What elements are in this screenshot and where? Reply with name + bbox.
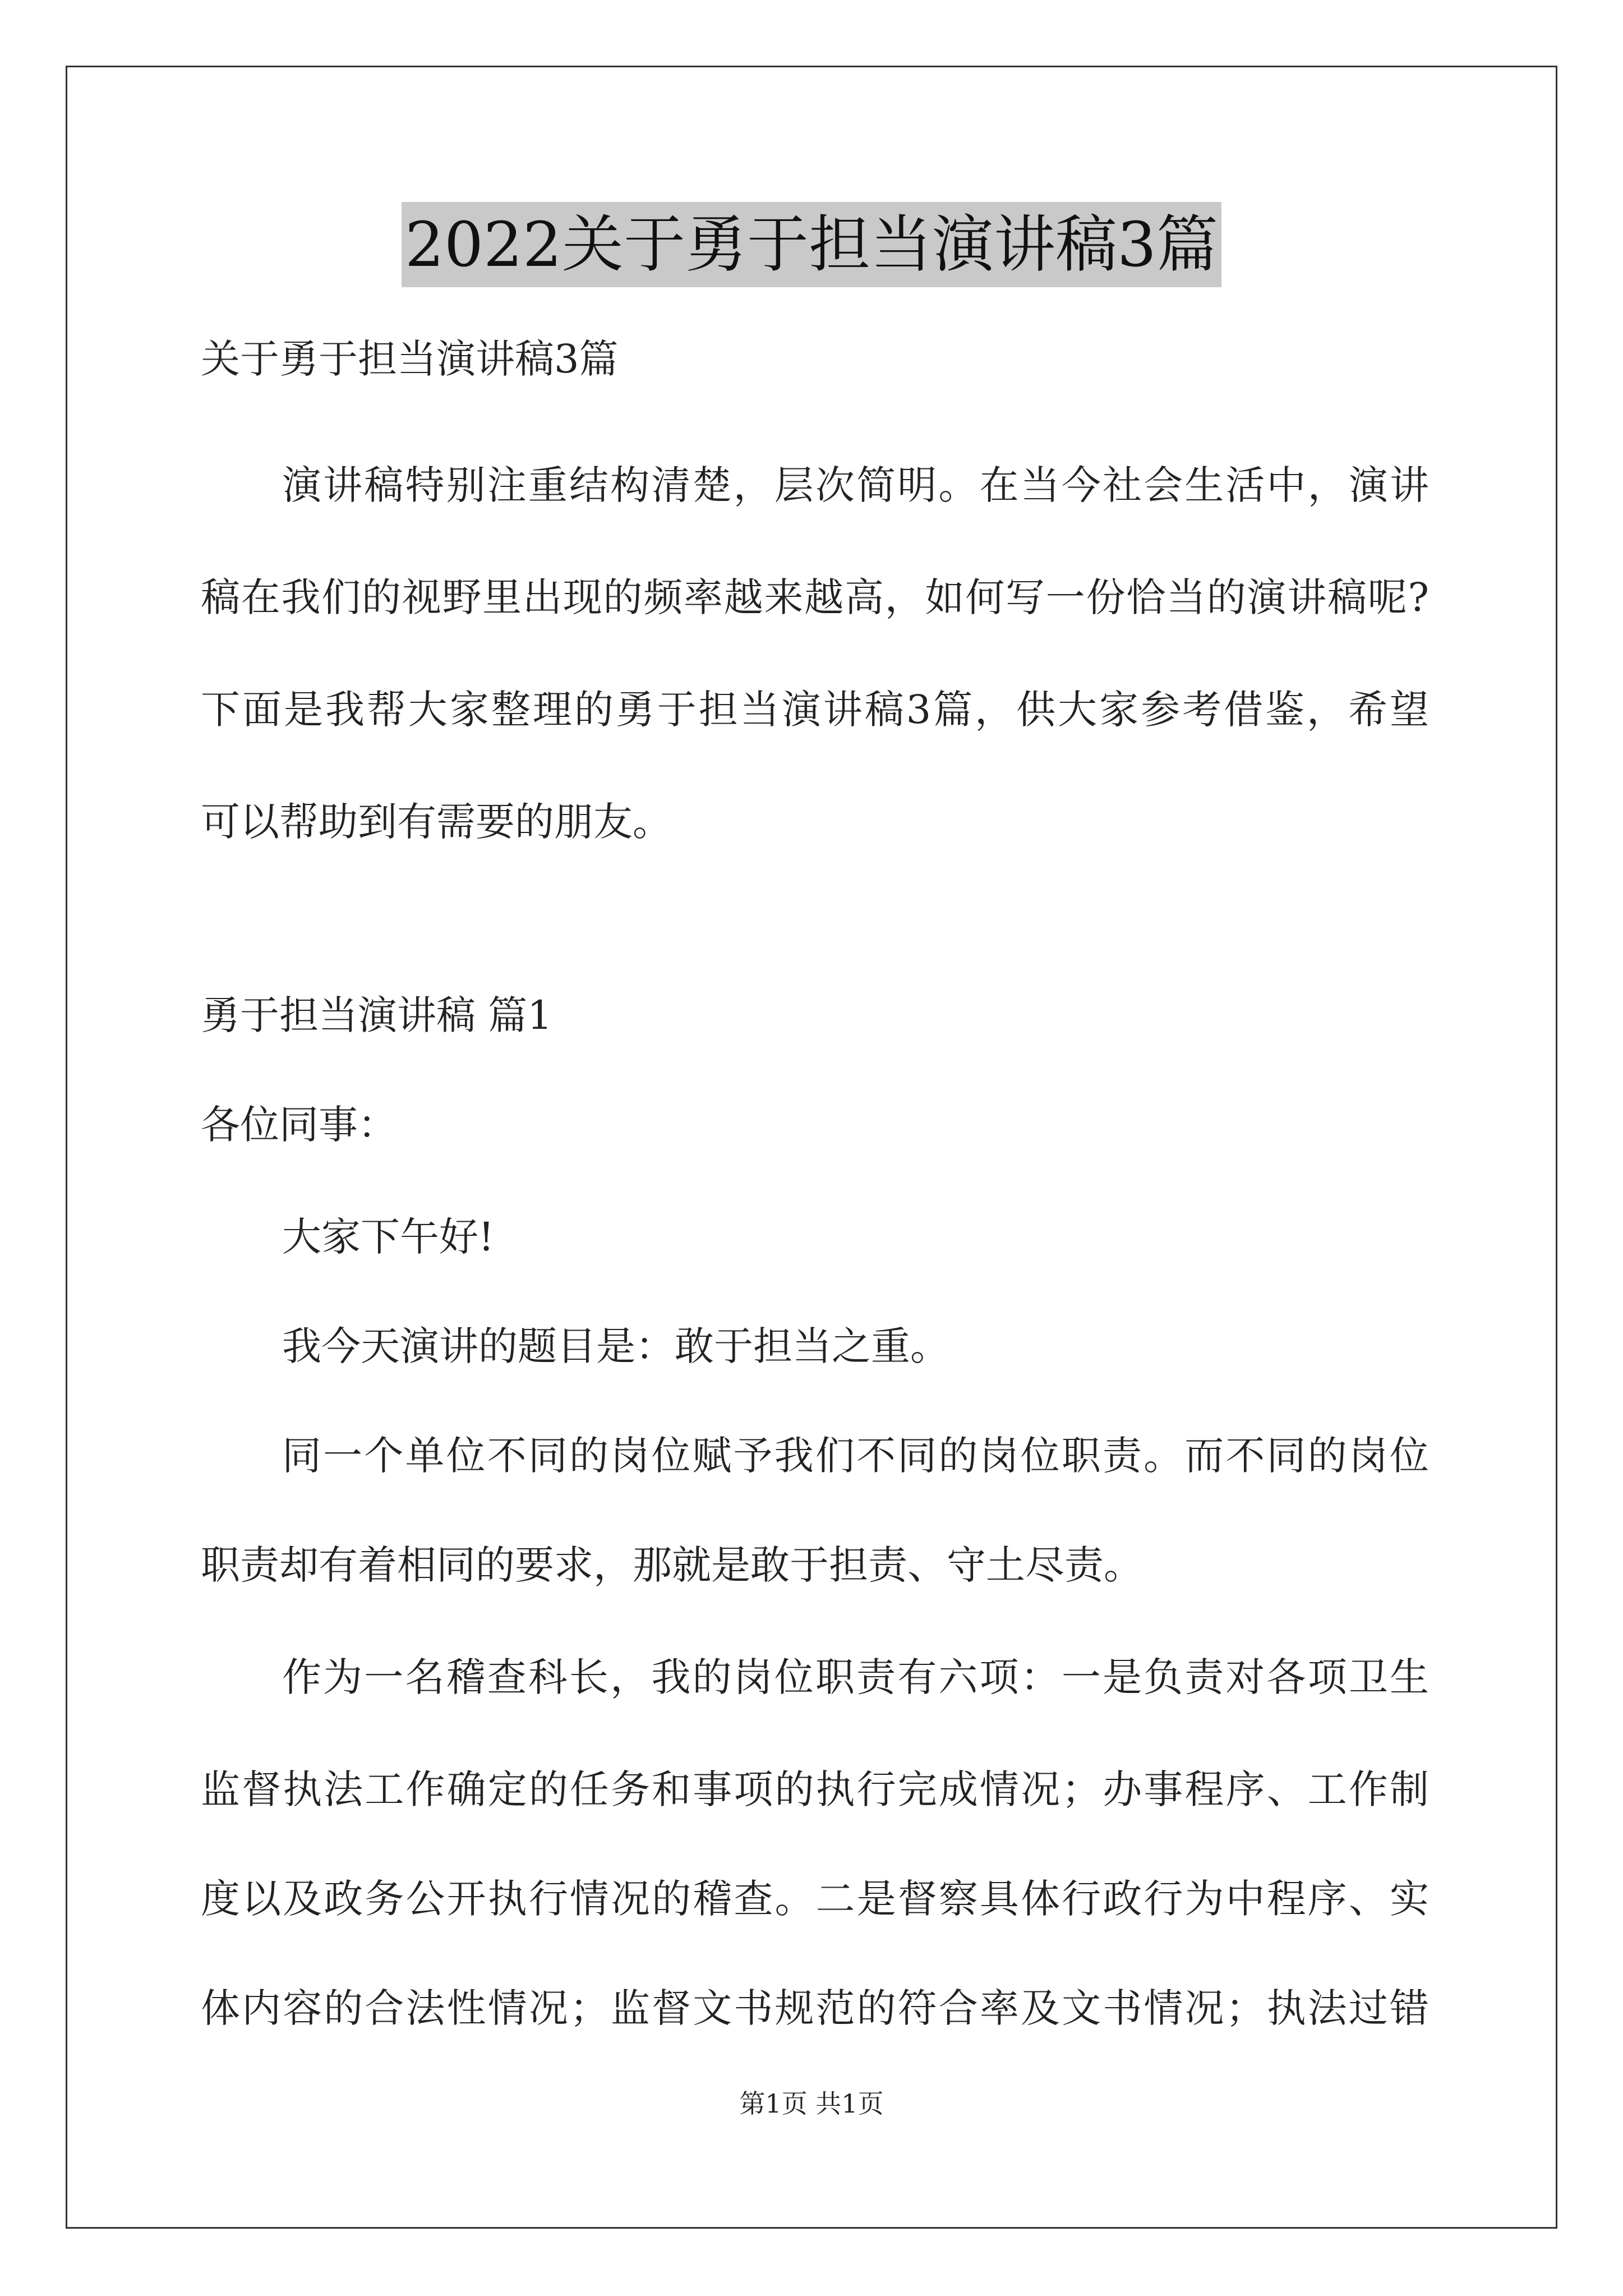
section-heading: 勇于担当演讲稿 篇1	[201, 992, 552, 1038]
subtitle-line: 关于勇于担当演讲稿3篇	[201, 336, 619, 382]
salutation-line: 各位同事：	[201, 1102, 397, 1148]
paragraph-line: 同一个单位不同的岗位赋予我们不同的岗位职责。而不同的岗位	[282, 1433, 1429, 1479]
paragraph-line: 可以帮助到有需要的朋友。	[201, 799, 672, 845]
paragraph-line: 稿在我们的视野里出现的频率越来越高，如何写一份恰当的演讲稿呢?	[201, 574, 1429, 620]
paragraph-line: 作为一名稽查科长，我的岗位职责有六项：一是负责对各项卫生	[282, 1654, 1429, 1700]
title-container	[0, 202, 1623, 287]
document-title: 2022关于勇于担当演讲稿3篇	[402, 202, 1221, 287]
paragraph-line: 大家下午好!	[282, 1214, 495, 1260]
paragraph-line: 监督执法工作确定的任务和事项的执行完成情况；办事程序、工作制	[201, 1766, 1429, 1812]
paragraph-line: 职责却有着相同的要求，那就是敢于担责、守土尽责。	[201, 1542, 1143, 1588]
page-footer: 第1页 共1页	[739, 2088, 884, 2119]
paragraph-line: 演讲稿特别注重结构清楚，层次简明。在当今社会生活中，演讲	[282, 462, 1429, 508]
paragraph-line: 度以及政务公开执行情况的稽查。二是督察具体行政行为中程序、实	[201, 1876, 1429, 1922]
paragraph-line: 我今天演讲的题目是：敢于担当之重。	[282, 1323, 949, 1369]
paragraph-line: 下面是我帮大家整理的勇于担当演讲稿3篇，供大家参考借鉴，希望	[201, 687, 1429, 733]
paragraph-line: 体内容的合法性情况；监督文书规范的符合率及文书情况；执法过错	[201, 1985, 1429, 2031]
